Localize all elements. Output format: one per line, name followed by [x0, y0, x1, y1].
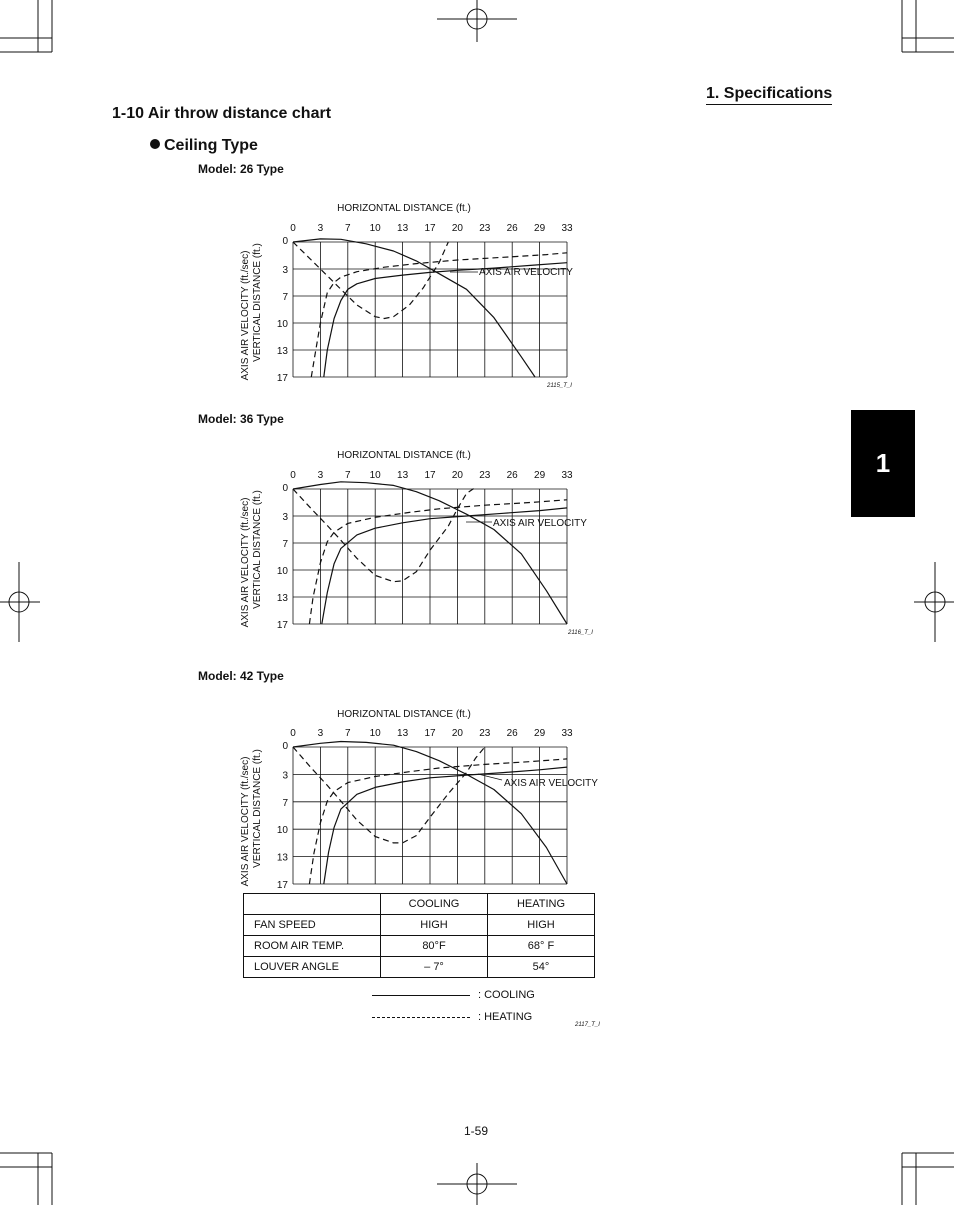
chart-1-model-title: Model: 26 Type: [198, 162, 284, 176]
y-tick-label: 13: [276, 346, 288, 357]
table-cell: LOUVER ANGLE: [244, 957, 381, 978]
y-axis-title: AXIS AIR VELOCITY (ft./sec): [240, 756, 251, 887]
series-dashed-trajectory: [293, 747, 485, 843]
y-tick-label: 17: [276, 620, 288, 631]
page-title: 1-10 Air throw distance chart: [112, 105, 332, 122]
x-tick-label: 33: [561, 470, 573, 481]
y-tick-label: 0: [282, 741, 288, 752]
legend-dashed-line: [372, 1017, 470, 1018]
x-tick-label: 17: [424, 223, 436, 234]
x-tick-label: 29: [534, 223, 546, 234]
annotation-label: AXIS AIR VELOCITY: [504, 778, 598, 789]
x-tick-label: 17: [424, 728, 436, 739]
chapter-tab: 1: [851, 410, 915, 517]
section-header: 1. Specifications: [706, 85, 832, 105]
y-axis-title: AXIS AIR VELOCITY (ft./sec): [240, 250, 251, 381]
annotation-label: AXIS AIR VELOCITY: [493, 518, 587, 529]
table-cell: [244, 894, 381, 915]
x-axis-title: HORIZONTAL DISTANCE (ft.): [337, 203, 471, 214]
figure-code: 2115_T_I: [547, 383, 572, 389]
x-tick-label: 26: [506, 470, 518, 481]
table-header-cooling: COOLING: [381, 894, 488, 915]
table-row: [244, 915, 595, 936]
x-tick-label: 29: [534, 728, 546, 739]
y-tick-label: 7: [282, 292, 288, 303]
legend-label: : HEATING: [478, 1011, 533, 1023]
x-tick-label: 13: [397, 223, 409, 234]
air-throw-chart-36: [230, 442, 610, 642]
x-tick-label: 10: [369, 223, 381, 234]
y-tick-label: 7: [282, 797, 288, 809]
y-tick-label: 17: [276, 373, 288, 384]
chart-3-model-title: Model: 42 Type: [198, 669, 284, 683]
figure-code: 2117_T_I: [575, 1022, 600, 1028]
conditions-table: [243, 893, 595, 978]
y-tick-label: 10: [276, 825, 288, 837]
x-tick-label: 23: [479, 728, 491, 739]
table-cell: 80°F: [381, 936, 488, 957]
x-tick-label: 7: [345, 470, 351, 481]
x-tick-label: 7: [345, 223, 351, 234]
figure-code: 2116_T_I: [568, 630, 593, 636]
chart-2-model-title: Model: 36 Type: [198, 412, 284, 426]
x-tick-label: 7: [345, 728, 351, 739]
x-tick-label: 26: [506, 223, 518, 234]
x-tick-label: 0: [290, 470, 296, 481]
subtitle-text: Ceiling Type: [164, 137, 258, 154]
x-tick-label: 3: [317, 470, 324, 481]
x-axis-title: HORIZONTAL DISTANCE (ft.): [337, 450, 471, 461]
y-tick-label: 10: [276, 566, 288, 577]
x-tick-label: 3: [317, 728, 324, 739]
series-solid-velocity: [324, 263, 567, 377]
x-tick-label: 29: [534, 470, 546, 481]
y-tick-label: 13: [276, 852, 288, 864]
y-tick-label: 0: [282, 236, 288, 247]
table-row: [244, 936, 595, 957]
table-cell: HIGH: [381, 915, 488, 936]
table-cell: FAN SPEED: [244, 915, 381, 936]
x-tick-label: 13: [397, 470, 409, 481]
annotation-leader: [478, 774, 502, 780]
x-tick-label: 23: [479, 223, 491, 234]
y-axis-subtitle: VERTICAL DISTANCE (ft.): [252, 490, 263, 609]
legend-cooling: [372, 989, 535, 1001]
y-tick-label: 0: [282, 483, 288, 494]
table-header-heating: HEATING: [488, 894, 595, 915]
x-tick-label: 23: [479, 470, 491, 481]
bullet-icon: [150, 139, 160, 149]
y-tick-label: 3: [282, 265, 288, 276]
legend-solid-line: [372, 995, 470, 996]
x-tick-label: 17: [424, 470, 436, 481]
y-axis-subtitle: VERTICAL DISTANCE (ft.): [252, 243, 263, 362]
x-axis-title: HORIZONTAL DISTANCE (ft.): [337, 709, 471, 720]
table-row: [244, 894, 595, 915]
y-tick-label: 7: [282, 539, 288, 550]
y-tick-label: 3: [282, 770, 288, 782]
y-axis-subtitle: VERTICAL DISTANCE (ft.): [252, 749, 263, 868]
series-solid-trajectory: [293, 239, 535, 377]
x-tick-label: 20: [451, 223, 463, 234]
air-throw-chart-26: [230, 195, 610, 395]
x-tick-label: 0: [290, 728, 296, 739]
table-cell: ROOM AIR TEMP.: [244, 936, 381, 957]
table-cell: 68° F: [488, 936, 595, 957]
x-tick-label: 20: [451, 470, 463, 481]
x-tick-label: 10: [369, 728, 381, 739]
table-cell: 54°: [488, 957, 595, 978]
y-tick-label: 13: [276, 593, 288, 604]
page-number: 1-59: [464, 1124, 489, 1138]
y-axis-title: AXIS AIR VELOCITY (ft./sec): [240, 497, 251, 628]
y-tick-label: 10: [276, 319, 288, 330]
x-tick-label: 3: [317, 223, 324, 234]
table-cell: – 7°: [381, 957, 488, 978]
x-tick-label: 26: [506, 728, 518, 739]
subtitle: [150, 137, 258, 155]
y-tick-label: 3: [282, 512, 288, 523]
x-tick-label: 33: [561, 728, 573, 739]
annotation-label: AXIS AIR VELOCITY: [479, 267, 573, 278]
x-tick-label: 33: [561, 223, 573, 234]
legend-label: : COOLING: [478, 989, 535, 1001]
table-row: [244, 957, 595, 978]
x-tick-label: 0: [290, 223, 296, 234]
x-tick-label: 20: [451, 728, 463, 739]
table-cell: HIGH: [488, 915, 595, 936]
x-tick-label: 13: [397, 728, 409, 739]
x-tick-label: 10: [369, 470, 381, 481]
y-tick-label: 17: [276, 880, 288, 891]
legend-heating: [372, 1011, 532, 1023]
